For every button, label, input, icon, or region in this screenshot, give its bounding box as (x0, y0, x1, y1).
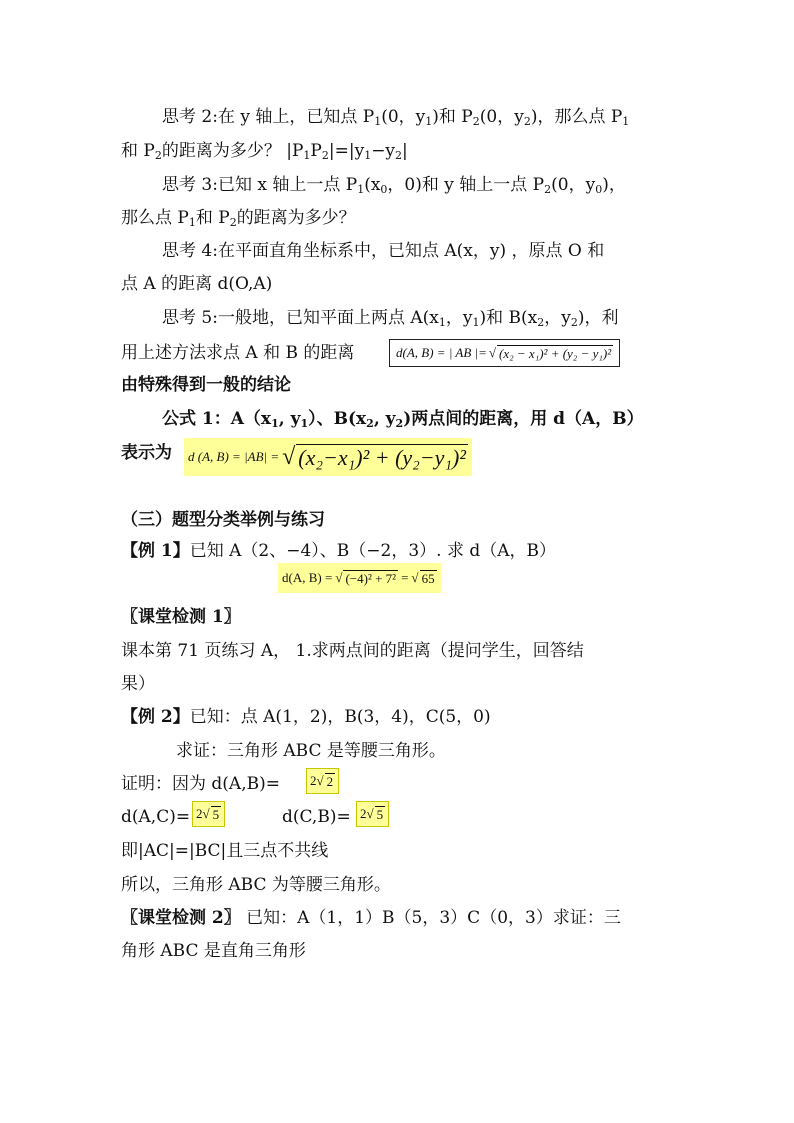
expressed-as-label: 表示为 (121, 443, 172, 463)
sub: 2 (395, 417, 404, 430)
sqrt-symbol: √ (316, 773, 324, 788)
sub: 2 (154, 149, 162, 162)
formula-radicand: (x₂−x₁)² + (y₂−y₁)² (298, 444, 466, 470)
sub: 2 (544, 183, 552, 196)
text: ，y (445, 308, 473, 328)
sub: 2 (395, 149, 403, 162)
sub: 2 (366, 417, 374, 430)
text: )和 B(x (479, 308, 538, 328)
sub: 1 (303, 149, 311, 162)
text: 和 P (195, 208, 230, 228)
sqrt-symbol: √ (335, 570, 343, 585)
text: −y (371, 141, 396, 161)
sub: 1 (438, 316, 446, 329)
formula-1-highlight (184, 438, 472, 476)
text: 公式 1：A（x (162, 409, 272, 429)
text: | (402, 141, 408, 161)
sub: 1 (425, 115, 433, 128)
text: 思考 3:已知 x 轴上一点 P (162, 175, 358, 195)
proof-dac-label: d(A,C)= (121, 807, 191, 827)
coefficient: 2 (310, 773, 317, 788)
sub: 1 (300, 417, 309, 430)
text: (0，y (479, 107, 524, 127)
sub: 1 (271, 417, 279, 430)
text: (0，y (381, 107, 426, 127)
sqrt-symbol: √ (366, 806, 374, 821)
example-2-label: 【例 2】 (121, 707, 190, 727)
proof-line-1: 证明：因为 d(A,B)= (121, 774, 280, 794)
sub: 2 (537, 316, 545, 329)
text: )， (602, 175, 626, 195)
think-5-line-1 (162, 307, 618, 329)
class-check-2-heading: 〖课堂检测 2〗 (121, 908, 241, 928)
radicand: 2 (326, 773, 334, 789)
class-check-1-line-1: 课本第 71 页练习 A， 1.求两点间的距离（提问学生，回答结 (121, 641, 584, 661)
text: (0，y (551, 175, 596, 195)
section-heading: （三）题型分类举例与练习 (121, 510, 325, 530)
think-2-line-1 (162, 106, 629, 128)
formula-lhs: d(A, B) = | AB |= (396, 345, 487, 360)
text: |=|y (328, 141, 365, 161)
formula-lhs: d (A, B) = |AB| = (188, 449, 280, 464)
sub: 2 (523, 115, 531, 128)
dcb-answer (356, 801, 389, 827)
think-5-line-2: 用上述方法求点 A 和 B 的距离 (121, 343, 355, 363)
sub: 0 (380, 183, 388, 196)
text: ，y (544, 308, 571, 328)
think-3-line-1 (162, 174, 626, 196)
text: 已知：A（1，1）B（5，3）C（0，3）求证：三 (240, 908, 621, 928)
sqrt-symbol: √ (202, 806, 210, 821)
sub: 1 (188, 216, 196, 229)
sub: 1 (472, 316, 480, 329)
radicand: 5 (376, 806, 384, 822)
text: , y (373, 409, 396, 429)
proof-conclusion: 所以，三角形 ABC 为等腰三角形。 (121, 875, 391, 895)
text: 思考 2:在 y 轴上，已知点 P (162, 107, 375, 127)
text: 思考 5:一般地，已知平面上两点 A(x (162, 308, 439, 328)
radicand: 5 (212, 806, 220, 822)
proof-line-3: 即|AC|=|BC|且三点不共线 (121, 841, 329, 861)
coefficient: 2 (360, 806, 367, 821)
think-2-line-2 (121, 140, 408, 162)
text: 的距离为多少？ (236, 208, 356, 228)
sub: 1 (374, 115, 382, 128)
sub: 2 (229, 216, 237, 229)
sub: 2 (570, 316, 578, 329)
coefficient: 2 (196, 806, 203, 821)
formula-lhs: d(A, B) = (282, 570, 333, 585)
text: ，0)和 y 轴上一点 P (387, 175, 545, 195)
sqrt-symbol: √ (488, 345, 497, 360)
class-check-2-line-1 (121, 907, 621, 929)
result-radicand: 65 (421, 570, 435, 586)
text: , y (278, 409, 301, 429)
conclusion-heading: 由特殊得到一般的结论 (121, 375, 291, 395)
dac-answer (192, 801, 225, 827)
sub: 2 (472, 115, 480, 128)
sub: 1 (357, 183, 365, 196)
formula-radicand: (−4)² + 7² (345, 570, 397, 586)
distance-formula-box (389, 339, 620, 367)
class-check-2-line-2: 角形 ABC 是直角三角形 (121, 941, 306, 961)
proof-dcb-label: d(C,B)= (282, 807, 351, 827)
text: 已知 A（2、−4）、B（−2，3）. 求 d（A，B） (189, 541, 557, 561)
sqrt-symbol: √ (282, 443, 296, 470)
prove-statement: 求证：三角形 ABC 是等腰三角形。 (176, 741, 446, 761)
class-check-1-heading: 〖课堂检测 1〗 (121, 607, 241, 627)
equals: = (401, 570, 409, 585)
text: ）、B(x (308, 409, 367, 429)
text: P (310, 141, 322, 161)
example-1-line (121, 540, 556, 562)
example-1-label: 【例 1】 (121, 541, 190, 561)
formula-1-line (162, 408, 644, 430)
sqrt-symbol: √ (411, 570, 419, 585)
sub: 0 (595, 183, 603, 196)
sub: 2 (321, 149, 329, 162)
text: )，利 (577, 308, 619, 328)
text: 已知：点 A(1，2)，B(3，4)，C(5，0) (189, 707, 491, 727)
think-3-line-2 (121, 207, 356, 229)
text: )两点间的距离，用 d（A，B） (403, 409, 644, 429)
text: (x (364, 175, 381, 195)
text: 那么点 P (121, 208, 189, 228)
dab-answer (306, 768, 339, 794)
sub: 1 (622, 115, 630, 128)
think-4-line-2: 点 A 的距离 d(O,A) (121, 274, 273, 294)
text: )和 P (432, 107, 473, 127)
text: 和 P (121, 141, 155, 161)
think-4-line-1: 思考 4:在平面直角坐标系中，已知点 A(x，y) ，原点 O 和 (162, 241, 605, 261)
example-1-answer (278, 563, 441, 593)
class-check-1-line-2: 果） (121, 674, 155, 694)
sub: 1 (364, 149, 372, 162)
example-2-line (121, 706, 491, 728)
text: )，那么点 P (530, 107, 623, 127)
formula-radicand: (x₂ − x₁)² + (y₂ − y₁)² (499, 345, 612, 361)
text: 的距离为多少？ |P (161, 141, 304, 161)
